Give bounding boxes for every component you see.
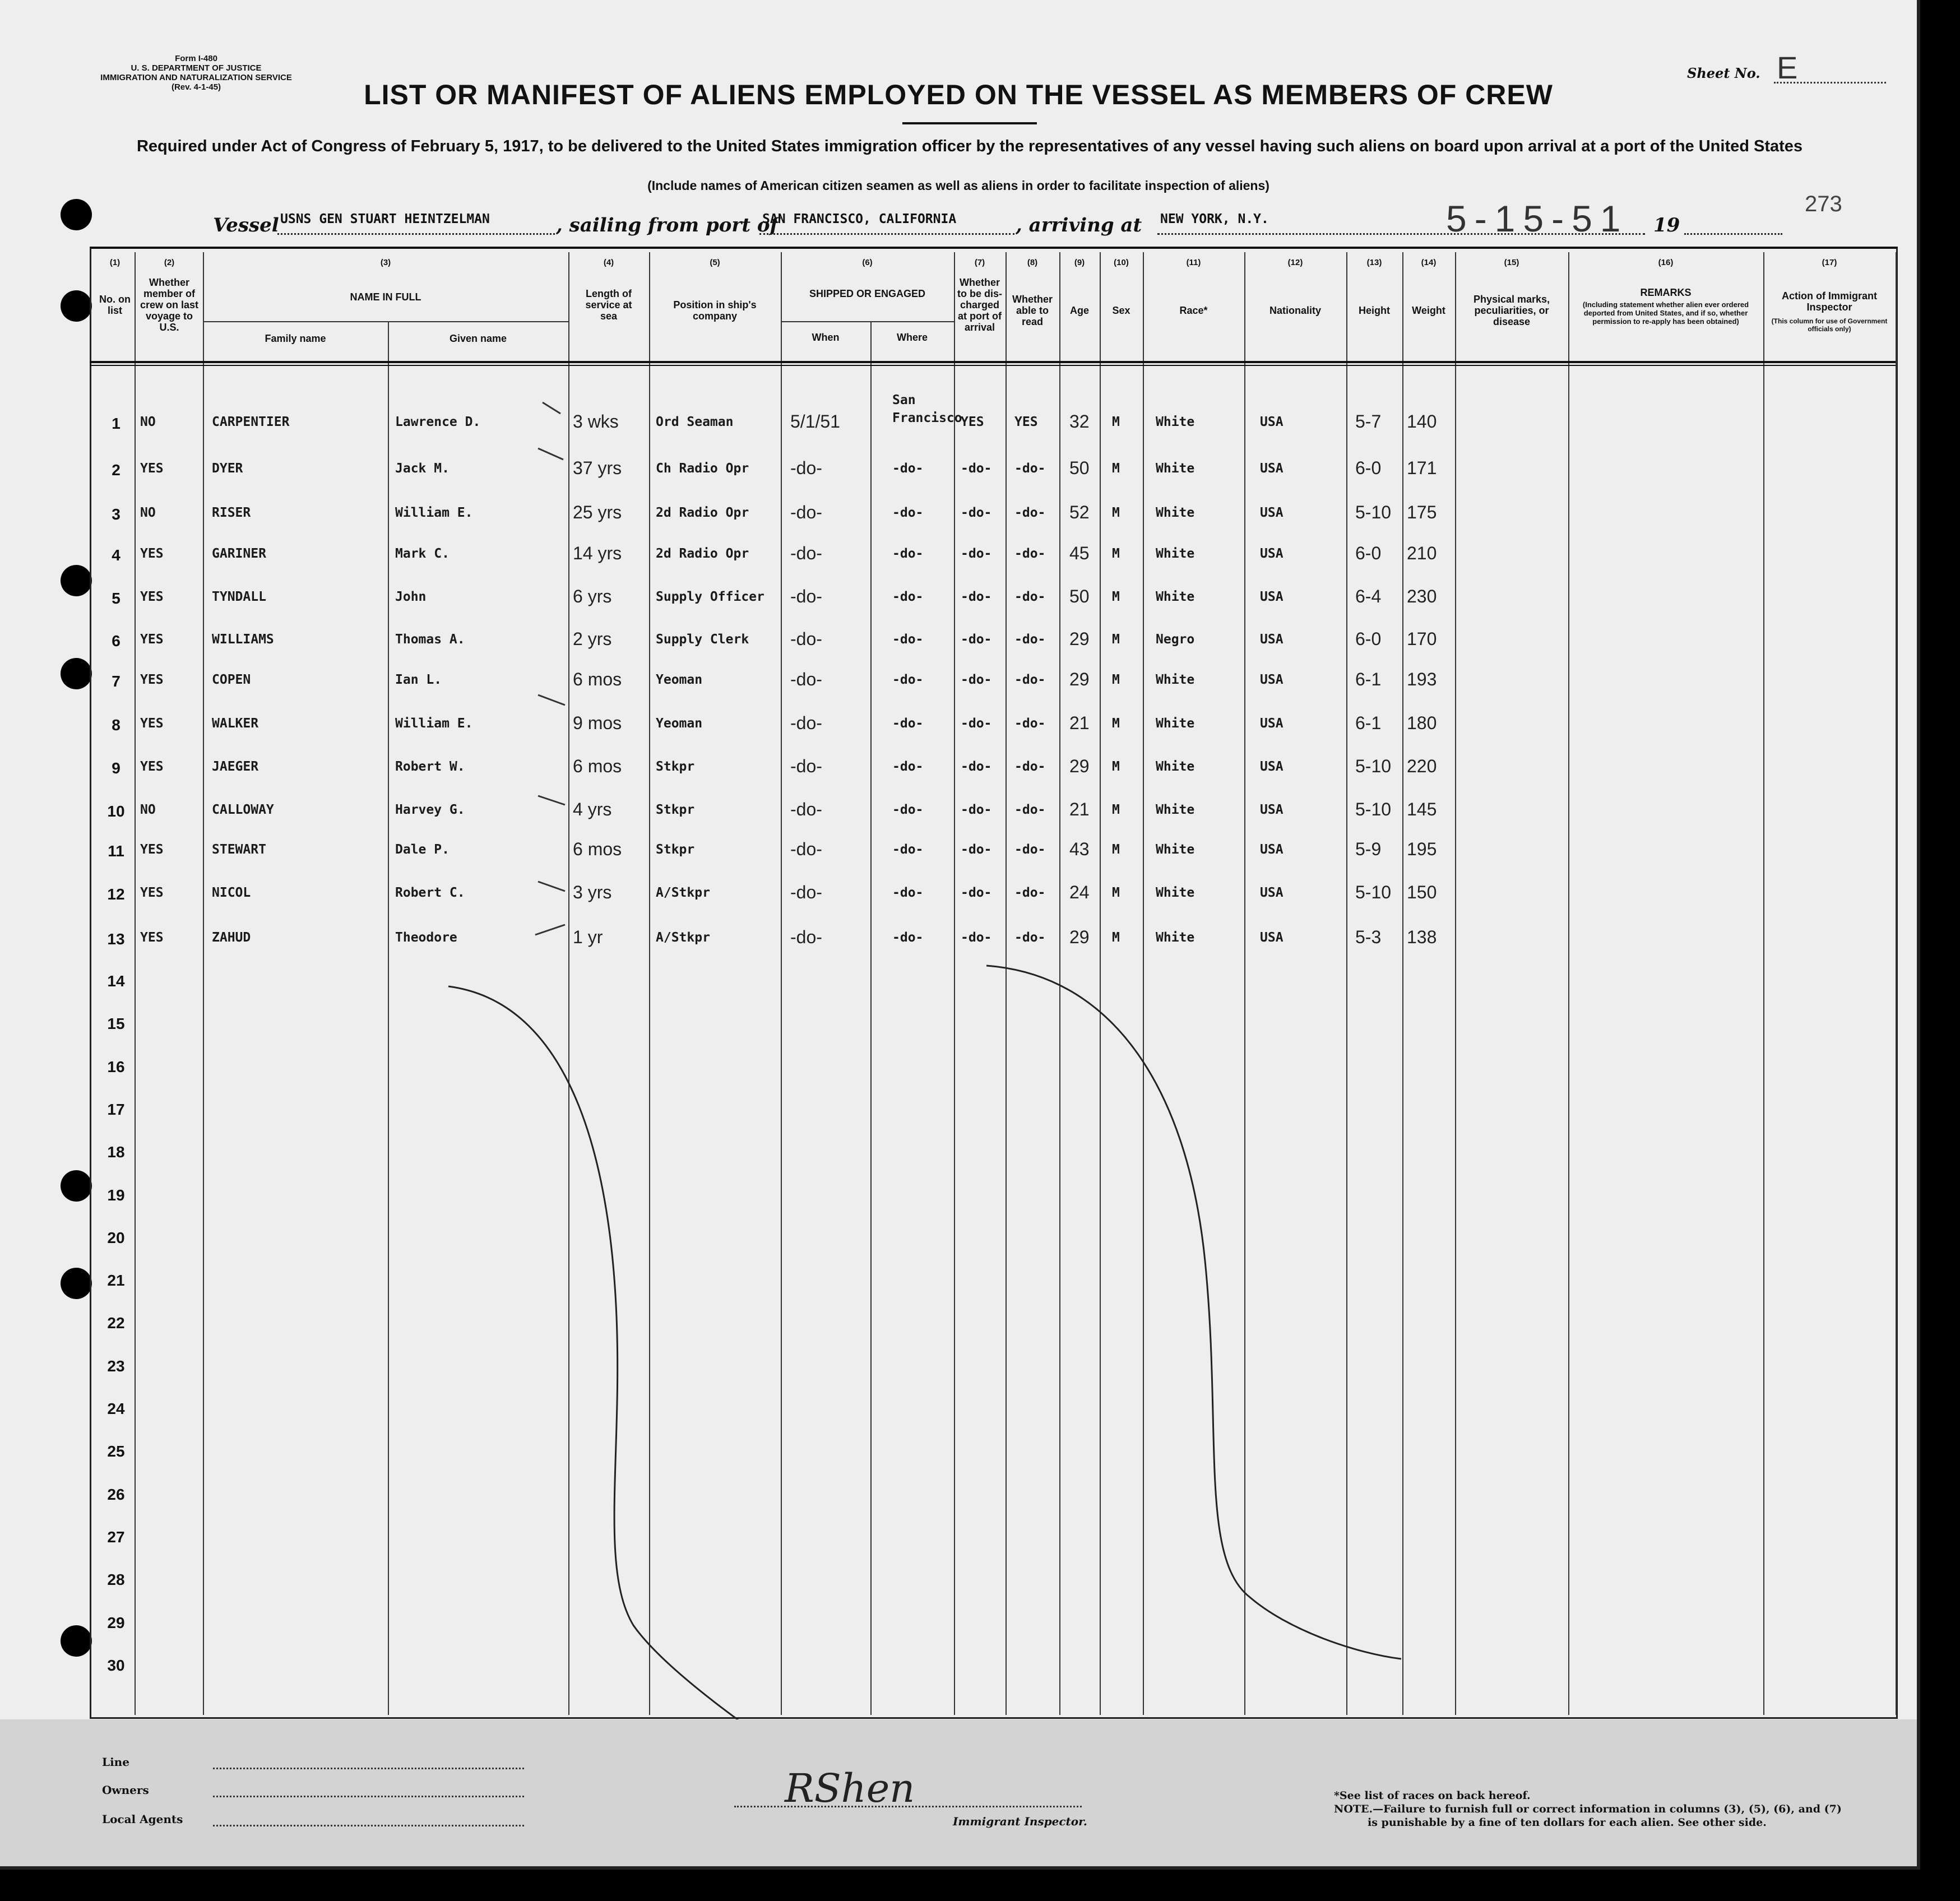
crew-family-name: WALKER — [212, 716, 259, 731]
crew-weight: 138 — [1407, 927, 1437, 947]
crew-weight: 140 — [1407, 411, 1437, 432]
crew-shipped-when: -do- — [790, 458, 822, 478]
races-note: *See list of races on back hereof. — [1334, 1789, 1531, 1802]
crew-able-to-read: -do- — [1014, 506, 1046, 520]
col-1-number: (1) — [109, 258, 121, 267]
row-number: 10 — [107, 803, 125, 820]
col-17-subheader: (This column for use of Government officials only) — [1771, 317, 1888, 333]
crew-position: Supply Officer — [656, 590, 764, 604]
crew-nationality: USA — [1260, 930, 1284, 945]
year-label: 19 — [1653, 214, 1680, 237]
stamp-number: 273 — [1805, 192, 1842, 216]
col-9-header: Age — [1069, 305, 1089, 316]
crew-discharged: -do- — [961, 759, 992, 774]
empty-row-number: 26 — [107, 1486, 125, 1503]
crew-position: Stkpr — [656, 759, 695, 774]
row-number: 5 — [112, 590, 121, 607]
arriving-value: NEW YORK, N.Y. — [1160, 212, 1269, 226]
crew-able-to-read: -do- — [1014, 885, 1046, 900]
crew-given-name: William E. — [395, 506, 473, 520]
crew-last-voyage: YES — [140, 590, 164, 604]
arriving-label: , arriving at — [1016, 214, 1142, 237]
crew-able-to-read: -do- — [1014, 632, 1046, 647]
crew-family-name: STEWART — [212, 842, 266, 857]
crew-age: 50 — [1069, 586, 1090, 606]
crew-shipped-when: -do- — [790, 502, 822, 522]
crew-height: 5-9 — [1355, 839, 1382, 859]
crew-able-to-read: -do- — [1014, 930, 1046, 945]
empty-row-number: 15 — [107, 1015, 125, 1032]
crew-able-to-read: -do- — [1014, 673, 1046, 687]
crew-given-name: John — [395, 590, 427, 604]
crew-service-length: 9 mos — [573, 713, 622, 733]
crew-age: 21 — [1069, 713, 1090, 733]
owners-label: Owners — [102, 1783, 149, 1797]
sailing-label: , sailing from port of — [556, 214, 779, 237]
crew-discharged: -do- — [961, 716, 992, 731]
crew-race: White — [1156, 546, 1195, 561]
crew-discharged: -do- — [961, 590, 992, 604]
form-revision: (Rev. 4-1-45) — [171, 82, 221, 92]
crew-given-name: Dale P. — [395, 842, 450, 857]
col-4-number: (4) — [603, 258, 614, 267]
col-8-header: Whether able to read — [1012, 294, 1053, 327]
crew-family-name: NICOL — [212, 885, 251, 900]
crew-last-voyage: YES — [140, 716, 164, 731]
row-number: 13 — [107, 930, 125, 948]
crew-service-length: 6 yrs — [573, 586, 612, 606]
sheet-no-label: Sheet No. — [1687, 65, 1760, 81]
col-6-header: SHIPPED OR ENGAGED — [809, 288, 926, 299]
empty-row-number: 21 — [107, 1272, 125, 1289]
crew-height: 5-10 — [1355, 882, 1392, 902]
crew-height: 5-10 — [1355, 502, 1392, 522]
crew-last-voyage: YES — [140, 461, 164, 476]
crew-family-name: WILLIAMS — [212, 632, 274, 647]
crew-family-name: TYNDALL — [212, 590, 266, 604]
empty-row-number: 24 — [107, 1400, 125, 1417]
crew-shipped-where: -do- — [892, 930, 924, 945]
crew-shipped-where: San Francisco — [892, 393, 962, 425]
empty-row-number: 27 — [107, 1528, 125, 1546]
crew-family-name: RISER — [212, 506, 251, 520]
crew-weight: 150 — [1407, 882, 1437, 902]
empty-row-number: 29 — [107, 1614, 125, 1631]
crew-given-name: Jack M. — [395, 461, 450, 476]
crew-weight: 220 — [1407, 756, 1437, 776]
col-3-number: (3) — [380, 258, 391, 267]
crew-last-voyage: YES — [140, 842, 164, 857]
crew-weight: 230 — [1407, 586, 1437, 606]
crew-last-voyage: NO — [140, 803, 156, 817]
row-number: 3 — [112, 506, 121, 523]
crew-age: 45 — [1069, 543, 1090, 563]
crew-sex: M — [1112, 506, 1120, 520]
crew-shipped-where: -do- — [892, 716, 924, 731]
row-number: 7 — [112, 673, 121, 690]
crew-discharged: -do- — [961, 673, 992, 687]
crew-service-length: 6 mos — [573, 756, 622, 776]
crew-position: Supply Clerk — [656, 632, 749, 647]
crew-sex: M — [1112, 590, 1120, 604]
crew-height: 6-1 — [1355, 669, 1382, 689]
empty-row-number: 17 — [107, 1101, 125, 1118]
page-subnote: (Include names of American citizen seamen as well as aliens in order to facilitate inspection of aliens) — [647, 178, 1269, 193]
row-number: 8 — [112, 716, 121, 734]
col-5-number: (5) — [710, 258, 720, 267]
crew-able-to-read: -do- — [1014, 842, 1046, 857]
row-number: 11 — [108, 842, 124, 860]
crew-shipped-when: -do- — [790, 543, 822, 563]
crew-last-voyage: YES — [140, 546, 164, 561]
crew-position: A/Stkpr — [656, 885, 710, 900]
crew-shipped-where: -do- — [892, 590, 924, 604]
col-16-subheader: (Including statement whether alien ever ordered deported from United States, and if so, whether permission to re-apply has been obtained) — [1582, 300, 1749, 326]
crew-able-to-read: -do- — [1014, 803, 1046, 817]
row-number: 4 — [112, 546, 121, 564]
crew-weight: 175 — [1407, 502, 1437, 522]
crew-position: Yeoman — [656, 673, 703, 687]
crew-nationality: USA — [1260, 673, 1284, 687]
crew-age: 43 — [1069, 839, 1090, 859]
crew-family-name: DYER — [212, 461, 243, 476]
crew-shipped-where: -do- — [892, 842, 924, 857]
crew-last-voyage: YES — [140, 632, 164, 647]
col-14-header: Weight — [1412, 305, 1445, 316]
crew-family-name: JAEGER — [212, 759, 259, 774]
crew-service-length: 25 yrs — [573, 502, 622, 522]
crew-race: White — [1156, 461, 1195, 476]
crew-position: 2d Radio Opr — [656, 546, 749, 561]
crew-race: White — [1156, 506, 1195, 520]
crew-discharged: -do- — [961, 803, 992, 817]
crew-nationality: USA — [1260, 759, 1284, 774]
crew-sex: M — [1112, 803, 1120, 817]
crew-family-name: COPEN — [212, 673, 251, 687]
col-1-header: No. on list — [99, 294, 131, 316]
empty-row-number: 16 — [107, 1058, 125, 1075]
crew-nationality: USA — [1260, 716, 1284, 731]
col-10-number: (10) — [1114, 258, 1129, 267]
crew-service-length: 4 yrs — [573, 799, 612, 819]
line-label: Line — [102, 1755, 129, 1769]
crew-family-name: CALLOWAY — [212, 803, 274, 817]
crew-shipped-where: -do- — [892, 506, 924, 520]
crew-service-length: 6 mos — [573, 839, 622, 859]
col-10-header: Sex — [1112, 305, 1130, 316]
vessel-label: Vessel — [213, 214, 279, 237]
crew-nationality: USA — [1260, 415, 1284, 429]
crew-last-voyage: YES — [140, 759, 164, 774]
crew-weight: 180 — [1407, 713, 1437, 733]
crew-discharged: -do- — [961, 842, 992, 857]
crew-discharged: -do- — [961, 461, 992, 476]
crew-last-voyage: NO — [140, 415, 156, 429]
row-number: 2 — [112, 461, 121, 479]
crew-age: 24 — [1069, 882, 1090, 902]
crew-service-length: 3 yrs — [573, 882, 612, 902]
col-2-number: (2) — [164, 258, 175, 267]
crew-family-name: ZAHUD — [212, 930, 251, 945]
crew-position: Stkpr — [656, 842, 695, 857]
col-11-header: Race* — [1179, 305, 1208, 316]
crew-nationality: USA — [1260, 885, 1284, 900]
col-16-header: REMARKS — [1640, 287, 1692, 298]
crew-race: White — [1156, 590, 1195, 604]
crew-discharged: -do- — [961, 632, 992, 647]
crew-height: 6-0 — [1355, 629, 1382, 649]
crew-given-name: Theodore — [395, 930, 457, 945]
crew-height: 5-3 — [1355, 927, 1382, 947]
crew-sex: M — [1112, 842, 1120, 857]
crew-height: 6-0 — [1355, 543, 1382, 563]
crew-last-voyage: YES — [140, 885, 164, 900]
col-14-number: (14) — [1421, 258, 1437, 267]
col-17-header: Action of Immigrant Inspector — [1782, 290, 1877, 313]
crew-sex: M — [1112, 415, 1120, 429]
col-12-number: (12) — [1287, 258, 1303, 267]
crew-service-length: 2 yrs — [573, 629, 612, 649]
crew-discharged: -do- — [961, 885, 992, 900]
empty-row-number: 22 — [107, 1314, 125, 1332]
crew-service-length: 1 yr — [573, 927, 603, 947]
crew-service-length: 3 wks — [573, 411, 619, 432]
crew-age: 21 — [1069, 799, 1090, 819]
when-header: When — [812, 332, 840, 343]
crew-given-name: William E. — [395, 716, 473, 731]
form-department: U. S. DEPARTMENT OF JUSTICE — [131, 63, 262, 73]
crew-position: A/Stkpr — [656, 930, 710, 945]
col-8-number: (8) — [1027, 258, 1038, 267]
crew-discharged: -do- — [961, 546, 992, 561]
crew-age: 29 — [1069, 629, 1090, 649]
crew-height: 6-1 — [1355, 713, 1382, 733]
footer-note — [1334, 1789, 1894, 1829]
crew-weight: 170 — [1407, 629, 1437, 649]
col-17-number: (17) — [1822, 258, 1837, 267]
col-16-number: (16) — [1658, 258, 1674, 267]
crew-age: 32 — [1069, 411, 1090, 432]
crew-height: 6-4 — [1355, 586, 1382, 606]
crew-nationality: USA — [1260, 590, 1284, 604]
crew-able-to-read: -do- — [1014, 590, 1046, 604]
crew-able-to-read: YES — [1014, 415, 1038, 429]
crew-weight: 171 — [1407, 458, 1437, 478]
fine-note: NOTE.—Failure to furnish full or correct information in columns (3), (5), (6), and (7) — [1334, 1803, 1842, 1815]
col-4-header: Length of service at sea — [585, 288, 632, 322]
col-3-header: NAME IN FULL — [350, 291, 421, 303]
crew-last-voyage: YES — [140, 673, 164, 687]
empty-row-number: 20 — [107, 1229, 125, 1246]
crew-shipped-where: -do- — [892, 673, 924, 687]
crew-shipped-when: -do- — [790, 629, 822, 649]
crew-discharged: -do- — [961, 930, 992, 945]
given-name-header: Given name — [449, 333, 507, 344]
crew-shipped-when: -do- — [790, 839, 822, 859]
crew-service-length: 14 yrs — [573, 543, 622, 563]
vessel-value: USNS GEN STUART HEINTZELMAN — [280, 212, 490, 226]
crew-race: White — [1156, 673, 1195, 687]
crew-family-name: CARPENTIER — [212, 415, 290, 429]
col-12-header: Nationality — [1269, 305, 1321, 316]
crew-shipped-where: -do- — [892, 885, 924, 900]
arrival-date: 5-15-51 — [1446, 198, 1629, 239]
crew-shipped-when: 5/1/51 — [790, 411, 840, 432]
col-2-header: Whether member of crew on last voyage to U.S. — [140, 277, 199, 333]
crew-given-name: Ian L. — [395, 673, 442, 687]
crew-shipped-where: -do- — [892, 461, 924, 476]
col-9-number: (9) — [1074, 258, 1085, 267]
local-agents-label: Local Agents — [102, 1812, 183, 1826]
fine-note-cont: is punishable by a fine of ten dollars for each alien. See other side. — [1368, 1816, 1767, 1829]
sailing-value: SAN FRANCISCO, CALIFORNIA — [762, 212, 957, 226]
empty-row-number: 14 — [107, 972, 125, 990]
crew-race: White — [1156, 759, 1195, 774]
crew-sex: M — [1112, 461, 1120, 476]
crew-height: 6-0 — [1355, 458, 1382, 478]
empty-row-number: 25 — [107, 1443, 125, 1460]
inspector-label: Immigrant Inspector. — [953, 1815, 1087, 1828]
crew-last-voyage: NO — [140, 506, 156, 520]
crew-nationality: USA — [1260, 461, 1284, 476]
empty-row-number: 19 — [107, 1186, 125, 1204]
crew-sex: M — [1112, 759, 1120, 774]
crew-race: White — [1156, 885, 1195, 900]
col-7-header: Whether to be dis-charged at port of arrival — [957, 277, 1002, 333]
row-number: 12 — [107, 885, 125, 903]
crew-discharged: -do- — [961, 506, 992, 520]
crew-weight: 193 — [1407, 669, 1437, 689]
crew-shipped-where: -do- — [892, 632, 924, 647]
page-subtitle: Required under Act of Congress of February 5, 1917, to be delivered to the United States immigration officer by the representatives of any vessel having such aliens on board upon arrival at a port of the United States — [136, 137, 1803, 155]
sheet-no-value: E — [1777, 50, 1798, 85]
crew-sex: M — [1112, 930, 1120, 945]
crew-nationality: USA — [1260, 842, 1284, 857]
crew-service-length: 6 mos — [573, 669, 622, 689]
crew-able-to-read: -do- — [1014, 461, 1046, 476]
crew-weight: 195 — [1407, 839, 1437, 859]
crew-shipped-when: -do- — [790, 882, 822, 902]
col-11-number: (11) — [1186, 258, 1201, 267]
crew-nationality: USA — [1260, 803, 1284, 817]
crew-shipped-where: -do- — [892, 546, 924, 561]
col-15-number: (15) — [1504, 258, 1519, 267]
crew-given-name: Mark C. — [395, 546, 450, 561]
crew-discharged: YES — [961, 415, 984, 429]
crew-shipped-where: -do- — [892, 803, 924, 817]
form-service: IMMIGRATION AND NATURALIZATION SERVICE — [100, 73, 292, 82]
crew-position: Ch Radio Opr — [656, 461, 749, 476]
crew-service-length: 37 yrs — [573, 458, 622, 478]
empty-row-number: 28 — [107, 1571, 125, 1588]
crew-race: White — [1156, 842, 1195, 857]
crew-age: 29 — [1069, 756, 1090, 776]
inspector-signature: RShen — [785, 1765, 915, 1811]
col-5-header: Position in ship's company — [673, 299, 757, 322]
crew-shipped-where: -do- — [892, 759, 924, 774]
crew-height: 5-10 — [1355, 756, 1392, 776]
crew-sex: M — [1112, 885, 1120, 900]
col-13-number: (13) — [1366, 258, 1382, 267]
crew-height: 5-7 — [1355, 411, 1382, 432]
col-6-number: (6) — [862, 258, 873, 267]
crew-shipped-when: -do- — [790, 756, 822, 776]
crew-age: 29 — [1069, 927, 1090, 947]
crew-last-voyage: YES — [140, 930, 164, 945]
crew-age: 50 — [1069, 458, 1090, 478]
crew-race: White — [1156, 930, 1195, 945]
crew-sex: M — [1112, 546, 1120, 561]
crew-position: 2d Radio Opr — [656, 506, 749, 520]
col-7-number: (7) — [974, 258, 985, 267]
page-title: LIST OR MANIFEST OF ALIENS EMPLOYED ON THE VESSEL AS MEMBERS OF CREW — [364, 79, 1553, 110]
crew-shipped-when: -do- — [790, 669, 822, 689]
crew-age: 29 — [1069, 669, 1090, 689]
row-number: 9 — [112, 759, 121, 777]
crew-able-to-read: -do- — [1014, 716, 1046, 731]
crew-race: White — [1156, 716, 1195, 731]
crew-family-name: GARINER — [212, 546, 266, 561]
crew-sex: M — [1112, 673, 1120, 687]
crew-position: Ord Seaman — [656, 415, 734, 429]
family-name-header: Family name — [265, 333, 326, 344]
crew-race: Negro — [1156, 632, 1195, 647]
row-number: 6 — [112, 632, 121, 650]
crew-able-to-read: -do- — [1014, 759, 1046, 774]
crew-given-name: Robert C. — [395, 885, 465, 900]
crew-race: White — [1156, 415, 1195, 429]
crew-nationality: USA — [1260, 546, 1284, 561]
crew-sex: M — [1112, 716, 1120, 731]
crew-sex: M — [1112, 632, 1120, 647]
crew-shipped-when: -do- — [790, 586, 822, 606]
form-number: Form I-480 — [175, 54, 217, 63]
crew-position: Stkpr — [656, 803, 695, 817]
crew-given-name: Robert W. — [395, 759, 465, 774]
col-15-header: Physical marks, peculiarities, or disease — [1473, 294, 1550, 327]
where-header: Where — [896, 332, 928, 343]
crew-age: 52 — [1069, 502, 1090, 522]
empty-row-number: 30 — [107, 1657, 125, 1674]
empty-row-number: 23 — [107, 1357, 125, 1375]
crew-given-name: Lawrence D. — [395, 415, 481, 429]
col-13-header: Height — [1359, 305, 1390, 316]
empty-row-number: 18 — [107, 1143, 125, 1161]
row-number: 1 — [112, 415, 121, 432]
crew-race: White — [1156, 803, 1195, 817]
crew-position: Yeoman — [656, 716, 703, 731]
crew-weight: 210 — [1407, 543, 1437, 563]
crew-shipped-when: -do- — [790, 799, 822, 819]
crew-given-name: Harvey G. — [395, 803, 465, 817]
crew-nationality: USA — [1260, 506, 1284, 520]
crew-given-name: Thomas A. — [395, 632, 465, 647]
crew-weight: 145 — [1407, 799, 1437, 819]
crew-able-to-read: -do- — [1014, 546, 1046, 561]
crew-shipped-when: -do- — [790, 713, 822, 733]
crew-height: 5-10 — [1355, 799, 1392, 819]
crew-shipped-when: -do- — [790, 927, 822, 947]
crew-nationality: USA — [1260, 632, 1284, 647]
